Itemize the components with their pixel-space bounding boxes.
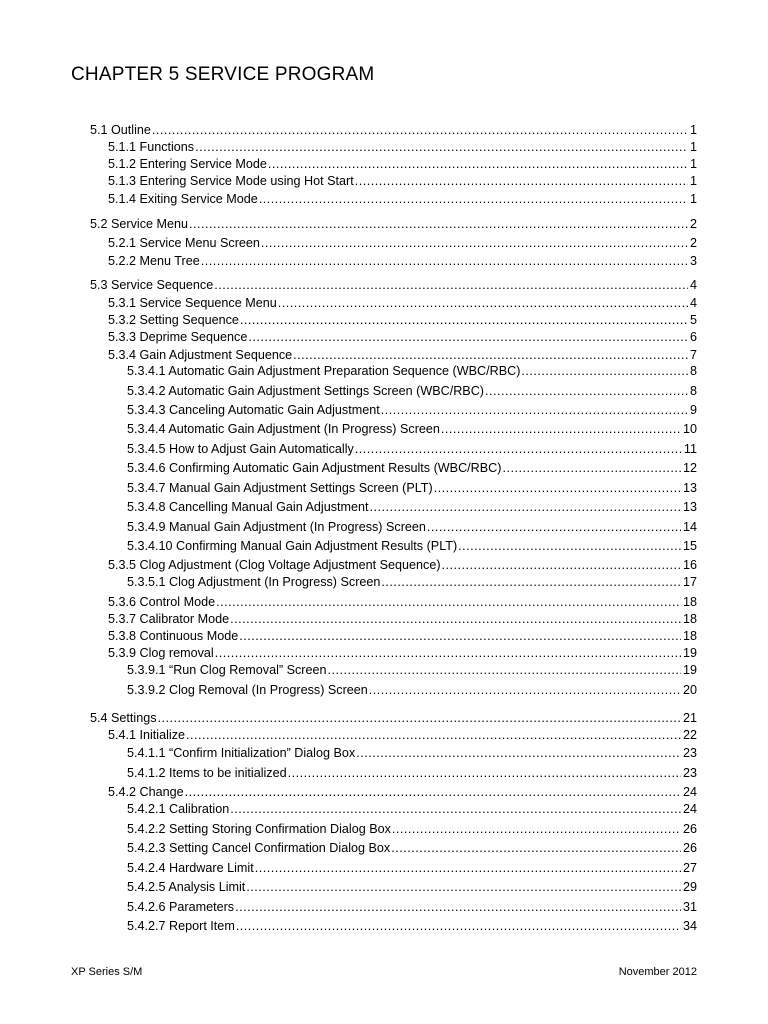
toc-entry-page: 15 xyxy=(682,539,697,553)
toc-entry-page: 2 xyxy=(689,217,697,231)
toc-entry xyxy=(127,682,697,698)
toc-entry-page: 14 xyxy=(682,520,697,534)
toc-entry-label: 5.4.1.2 Items to be initialized xyxy=(127,766,287,780)
toc-entry-page: 13 xyxy=(682,481,697,495)
toc-entry-label: 5.3.9.1 “Run Clog Removal” Screen xyxy=(127,663,327,677)
toc-entry-page: 18 xyxy=(682,629,697,643)
toc-entry-page: 16 xyxy=(682,558,697,572)
toc-entry xyxy=(127,421,697,437)
toc-entry-page: 31 xyxy=(682,900,697,914)
toc-entry-label: 5.4.2.4 Hardware Limit xyxy=(127,861,254,875)
toc-entry-page: 18 xyxy=(682,612,697,626)
toc-entry-page: 19 xyxy=(682,646,697,660)
toc-entry-page: 11 xyxy=(683,442,697,456)
toc-entry xyxy=(127,402,697,418)
toc-entry-page: 6 xyxy=(689,330,697,344)
toc-entry xyxy=(127,383,697,399)
toc-entry-page: 8 xyxy=(689,364,697,378)
toc-entry-label: 5.4.2.5 Analysis Limit xyxy=(127,880,246,894)
toc-entry xyxy=(127,801,697,817)
toc-entry-label: 5.2.1 Service Menu Screen xyxy=(108,236,260,250)
toc-entry-page: 26 xyxy=(682,841,697,855)
toc-entry-label: 5.3.5 Clog Adjustment (Clog Voltage Adjustment Sequence) xyxy=(108,558,441,572)
toc-entry xyxy=(127,821,697,837)
toc-entry-page: 5 xyxy=(689,313,697,327)
toc-entry xyxy=(127,765,697,781)
toc-entry xyxy=(127,519,697,535)
toc-entry-page: 21 xyxy=(682,711,697,725)
toc-entry xyxy=(108,611,697,627)
toc-entry-label: 5.1.1 Functions xyxy=(108,140,195,154)
toc-entry xyxy=(127,460,697,476)
toc-entry-label: 5.3.7 Calibrator Mode xyxy=(108,612,230,626)
footer-document-name: XP Series S/M xyxy=(71,966,143,978)
toc-entry xyxy=(127,879,697,895)
toc-entry-label: 5.1.2 Entering Service Mode xyxy=(108,157,267,171)
toc-entry-label: 5.3.4.7 Manual Gain Adjustment Settings Screen (PLT) xyxy=(127,481,433,495)
toc-entry-page: 1 xyxy=(689,174,697,188)
toc-entry-page: 3 xyxy=(689,254,697,268)
toc-entry xyxy=(108,156,697,172)
toc-entry-label: 5.3.4.9 Manual Gain Adjustment (In Progress) Screen xyxy=(127,520,426,534)
toc-entry-page: 29 xyxy=(682,880,697,894)
toc-entry xyxy=(127,899,697,915)
toc-entry xyxy=(108,139,697,155)
toc-entry-page: 7 xyxy=(689,348,697,362)
toc-entry-label: 5.3.3 Deprime Sequence xyxy=(108,330,248,344)
toc-entry-page: 20 xyxy=(682,683,697,697)
toc-entry xyxy=(127,574,697,590)
toc-entry xyxy=(108,727,697,743)
toc-entry-label: 5.3.4.3 Canceling Automatic Gain Adjustment xyxy=(127,403,380,417)
toc-entry-label: 5.2 Service Menu xyxy=(90,217,189,231)
toc-entry xyxy=(127,480,697,496)
toc-entry xyxy=(108,784,697,800)
toc-entry-label: 5.4.1.1 “Confirm Initialization” Dialog Box xyxy=(127,746,356,760)
toc-entry xyxy=(127,441,697,457)
toc-entry-label: 5.3.4.5 How to Adjust Gain Automatically xyxy=(127,442,354,456)
toc-entry-page: 23 xyxy=(682,766,697,780)
toc-entry xyxy=(127,538,697,554)
toc-entry-label: 5.4.2.6 Parameters xyxy=(127,900,235,914)
toc-entry-label: 5.3.4.2 Automatic Gain Adjustment Settings Screen (WBC/RBC) xyxy=(127,384,484,398)
toc-entry xyxy=(108,329,697,345)
toc-entry-label: 5.4.2.2 Setting Storing Confirmation Dialog Box xyxy=(127,822,391,836)
toc-entry xyxy=(127,662,697,678)
chapter-title: CHAPTER 5 SERVICE PROGRAM xyxy=(71,64,375,85)
toc-entry-label: 5.1.3 Entering Service Mode using Hot Start xyxy=(108,174,354,188)
toc-entry xyxy=(127,499,697,515)
toc-entry-label: 5.3.5.1 Clog Adjustment (In Progress) Screen xyxy=(127,575,381,589)
toc-entry-label: 5.4.2.7 Report Item xyxy=(127,919,235,933)
toc-entry-label: 5.4.2.3 Setting Cancel Confirmation Dialog Box xyxy=(127,841,391,855)
toc-entry-page: 4 xyxy=(689,296,697,310)
toc-entry-page: 27 xyxy=(682,861,697,875)
toc-entry-label: 5.3.8 Continuous Mode xyxy=(108,629,239,643)
toc-entry-page: 24 xyxy=(682,785,697,799)
toc-entry xyxy=(108,347,697,363)
toc-entry-label: 5.3 Service Sequence xyxy=(90,278,214,292)
toc-entry-page: 34 xyxy=(682,919,697,933)
toc-entry-page: 26 xyxy=(682,822,697,836)
toc-entry-page: 19 xyxy=(682,663,697,677)
toc-entry xyxy=(90,216,697,232)
toc-entry-label: 5.2.2 Menu Tree xyxy=(108,254,200,268)
toc-entry xyxy=(108,594,697,610)
toc-entry-label: 5.4.1 Initialize xyxy=(108,728,186,742)
toc-entry-page: 22 xyxy=(682,728,697,742)
toc-entry xyxy=(127,840,697,856)
toc-entry xyxy=(108,191,697,207)
toc-entry xyxy=(108,645,697,661)
toc-entry-label: 5.1.4 Exiting Service Mode xyxy=(108,192,258,206)
toc-entry-page: 1 xyxy=(689,157,697,171)
toc-entry xyxy=(108,312,697,328)
toc-entry-label: 5.3.4.8 Cancelling Manual Gain Adjustment xyxy=(127,500,369,514)
toc-entry-label: 5.3.4.10 Confirming Manual Gain Adjustment Results (PLT) xyxy=(127,539,458,553)
toc-entry xyxy=(90,277,697,293)
toc-entry-page: 13 xyxy=(682,500,697,514)
toc-entry xyxy=(127,363,697,379)
toc-entry-page: 12 xyxy=(682,461,697,475)
toc-entry-label: 5.4.2.1 Calibration xyxy=(127,802,230,816)
toc-entry-label: 5.1 Outline xyxy=(90,123,151,137)
toc-entry-label: 5.3.6 Control Mode xyxy=(108,595,216,609)
toc-entry-page: 1 xyxy=(689,192,697,206)
toc-entry-label: 5.4 Settings xyxy=(90,711,157,725)
toc-entry xyxy=(90,122,697,138)
toc-entry-label: 5.3.9 Clog removal xyxy=(108,646,214,660)
toc-entry-page: 23 xyxy=(682,746,697,760)
toc-entry-label: 5.3.4 Gain Adjustment Sequence xyxy=(108,348,293,362)
footer-date: November 2012 xyxy=(618,966,697,978)
toc-entry-page: 1 xyxy=(689,123,697,137)
toc-entry-page: 24 xyxy=(682,802,697,816)
toc-entry xyxy=(108,253,697,269)
toc-entry-label: 5.3.4.4 Automatic Gain Adjustment (In Progress) Screen xyxy=(127,422,440,436)
toc-entry-page: 1 xyxy=(689,140,697,154)
toc-entry xyxy=(127,860,697,876)
toc-entry xyxy=(108,295,697,311)
toc-entry-page: 10 xyxy=(682,422,697,436)
toc-entry xyxy=(108,235,697,251)
toc-entry-label: 5.4.2 Change xyxy=(108,785,184,799)
toc-entry-label: 5.3.9.2 Clog Removal (In Progress) Screen xyxy=(127,683,368,697)
toc-entry-label: 5.3.1 Service Sequence Menu xyxy=(108,296,277,310)
toc-entry-page: 9 xyxy=(689,403,697,417)
toc-entry-label: 5.3.2 Setting Sequence xyxy=(108,313,239,327)
toc-entry xyxy=(127,745,697,761)
toc-entry xyxy=(108,628,697,644)
toc-entry-label: 5.3.4.1 Automatic Gain Adjustment Preparation Sequence (WBC/RBC) xyxy=(127,364,521,378)
toc-entry xyxy=(127,918,697,934)
toc-entry-page: 17 xyxy=(682,575,697,589)
toc-entry-page: 4 xyxy=(689,278,697,292)
toc-entry-page: 8 xyxy=(689,384,697,398)
toc-entry-page: 2 xyxy=(689,236,697,250)
toc-entry-label: 5.3.4.6 Confirming Automatic Gain Adjustment Results (WBC/RBC) xyxy=(127,461,502,475)
toc-entry xyxy=(108,173,697,189)
toc-entry xyxy=(108,557,697,573)
toc-entry xyxy=(90,710,697,726)
toc-entry-page: 18 xyxy=(682,595,697,609)
